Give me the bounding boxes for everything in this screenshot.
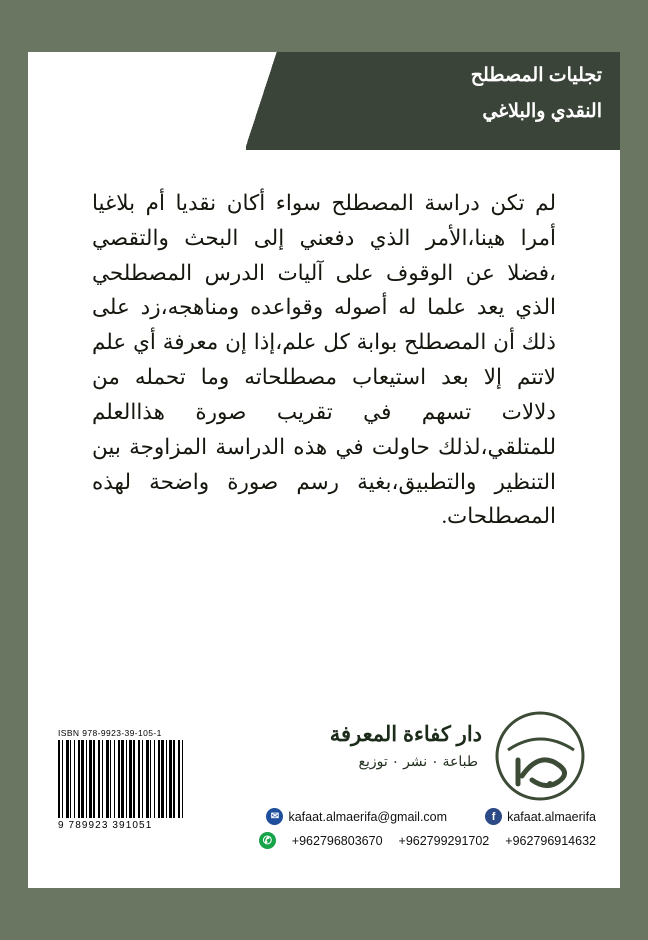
publisher-block <box>200 722 600 770</box>
contact-info <box>200 808 596 856</box>
title-banner-notch <box>246 52 278 150</box>
phone-number-3: +962796914632 <box>505 833 596 848</box>
isbn-barcode-block <box>58 728 188 831</box>
phone-list <box>259 832 596 849</box>
facebook-handle: kafaat.almaerifa <box>507 809 596 824</box>
book-title-line1: تجليات المصطلح <box>470 65 602 86</box>
cover-frame-top <box>0 0 648 52</box>
cover-bottom-zone <box>28 700 620 888</box>
isbn-digits: 9 789923 391051 <box>58 820 153 831</box>
phone-number-2: +962799291702 <box>398 833 490 848</box>
cover-frame-bottom <box>0 888 648 940</box>
cover-frame-right <box>620 0 648 940</box>
cover-frame-left <box>0 0 28 940</box>
contact-row-online <box>200 808 596 825</box>
book-title-line2: النقدي والبلاغي <box>482 101 602 123</box>
publisher-logo <box>488 710 592 802</box>
publisher-name: دار كفاءة المعرفة <box>329 723 482 746</box>
facebook-contact[interactable] <box>485 808 596 825</box>
email-contact[interactable] <box>266 808 447 825</box>
isbn-label: ISBN 978-9923-39-105-1 <box>58 728 162 738</box>
book-title <box>292 58 602 130</box>
phone-number-1: +962796803670 <box>291 833 383 848</box>
facebook-icon: f <box>485 808 502 825</box>
phone-icon: ✆ <box>259 832 276 849</box>
envelope-icon: ✉ <box>266 808 283 825</box>
contact-row-phones <box>200 832 596 849</box>
barcode-image <box>58 740 186 818</box>
publisher-services: طباعة ٠ نشر ٠ توزيع <box>358 753 478 769</box>
back-cover-blurb: لم تكن دراسة المصطلح سواء أكان نقديا أم بلاغيا أمرا هينا،الأمر الذي دفعني إلى البحث والتقصي ،فضلا عن الوقوف على آليات الدرس المصطلحي الذي يعد علما له أصوله وقواعده ومناهجه،زد على ذلك أن المصطلح بوابة كل علم،إذا إن معرفة أي علم لاتتم إلا بعد استيعاب مصطلحاته وما تحمله من دلالات تسهم في تقريب صورة هذاالعلم للمتلقي،لذلك حاولت في هذه الدراسة المزاوجة بين التنظير والتطبيق،بغية رسم صورة واضحة لهذه المصطلحات. <box>92 191 556 529</box>
email-address: kafaat.almaerifa@gmail.com <box>288 809 448 824</box>
